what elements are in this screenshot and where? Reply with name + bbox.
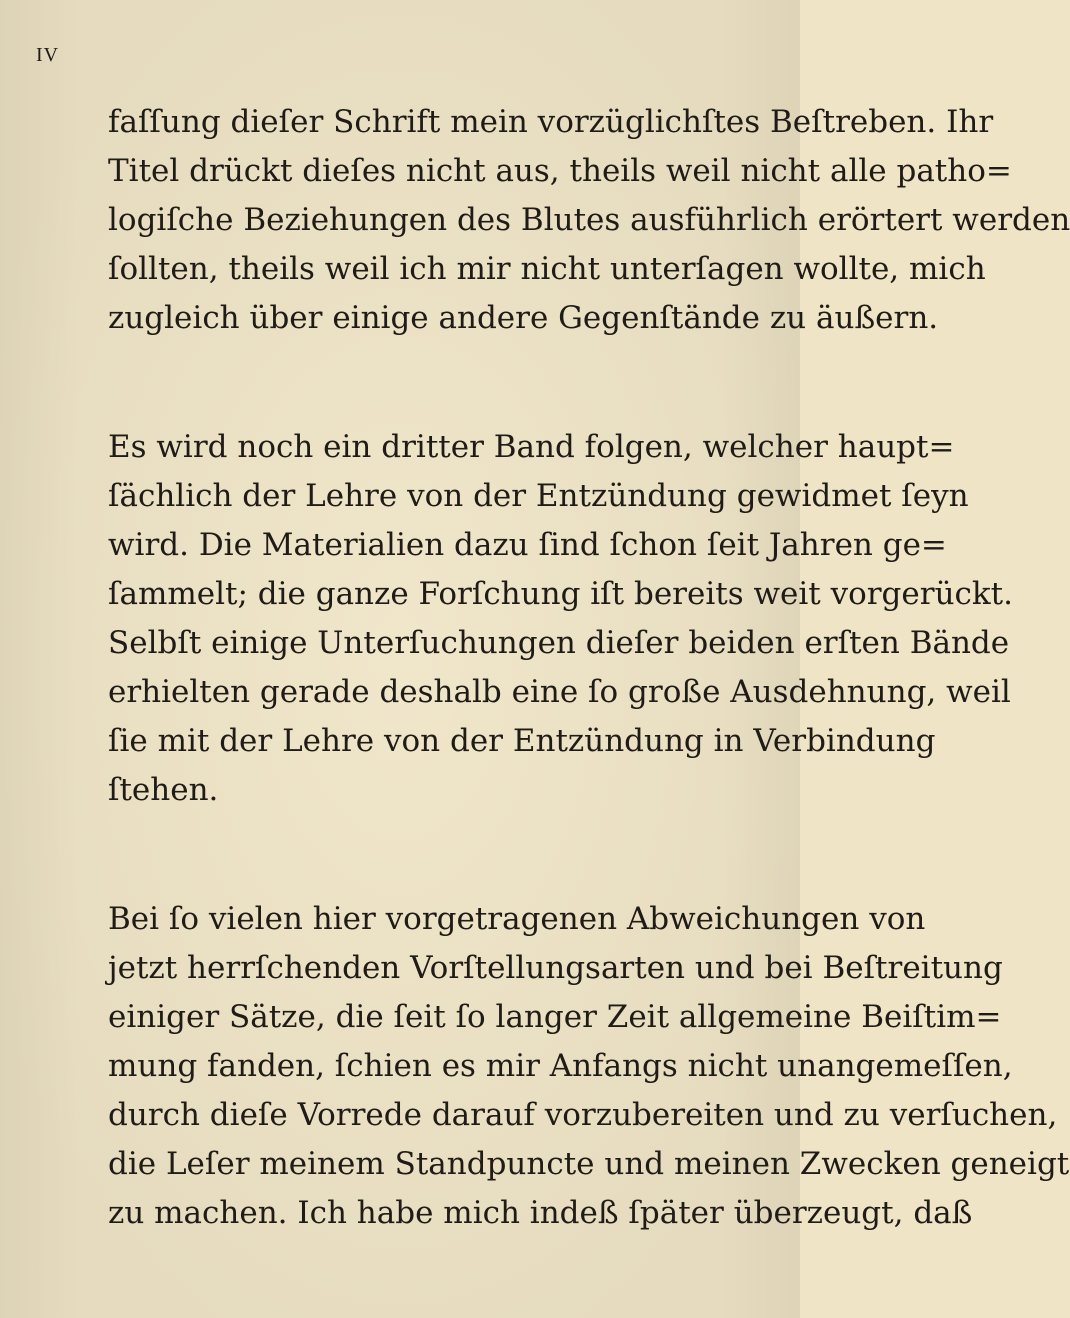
text-line: Selbſt einige Unterſuchungen dieſer beiden erſten Bände (108, 625, 1010, 661)
text-line: ſammelt; die ganze Forſchung iſt bereits weit vorgerückt. (108, 576, 1013, 612)
text-line: einiger Sätze, die ſeit ſo langer Zeit allgemeine Beiſtim= (108, 999, 1002, 1035)
text-line: Es wird noch ein dritter Band folgen, welcher haupt= (108, 429, 955, 465)
text-line: ſollten, theils weil ich mir nicht unterſagen wollte, mich (108, 251, 986, 287)
text-line: erhielten gerade deshalb eine ſo große Ausdehnung, weil (108, 674, 1011, 710)
paragraph-gap (108, 343, 736, 423)
text-line: ſächlich der Lehre von der Entzündung gewidmet ſeyn (108, 478, 969, 514)
text-line: zugleich über einige andere Gegenſtände zu äußern. (108, 300, 939, 336)
text-line: Titel drückt dieſes nicht aus, theils weil nicht alle patho= (108, 153, 1012, 189)
paragraph-gap (108, 815, 736, 895)
text-line: mung fanden, ſchien es mir Anfangs nicht unangemeſſen, (108, 1048, 1013, 1084)
text-line: Bei ſo vielen hier vorgetragenen Abweichungen von (108, 901, 926, 937)
text-line: ſie mit der Lehre von der Entzündung in Verbindung (108, 723, 936, 759)
paragraph-3 (108, 895, 1070, 1238)
text-line: logiſche Beziehungen des Blutes ausführlich erörtert werden (108, 202, 1070, 238)
text-line: zu machen. Ich habe mich indeß ſpäter überzeugt, daß (108, 1195, 973, 1231)
text-line: durch dieſe Vorrede darauf vorzubereiten und zu verſuchen, (108, 1097, 1058, 1133)
page-number: IV (36, 44, 60, 66)
body-text (108, 98, 1070, 1238)
text-line: ſtehen. (108, 772, 219, 808)
text-line: die Leſer meinem Standpuncte und meinen Zwecken geneigt (108, 1146, 1070, 1182)
text-line: faſſung dieſer Schrift mein vorzüglichſtes Beſtreben. Ihr (108, 104, 994, 140)
text-line: jetzt herrſchenden Vorſtellungsarten und bei Beſtreitung (108, 950, 1003, 986)
paragraph-2 (108, 423, 1013, 815)
paragraph-1 (108, 98, 1070, 343)
text-line: wird. Die Materialien dazu ſind ſchon ſeit Jahren ge= (108, 527, 947, 563)
